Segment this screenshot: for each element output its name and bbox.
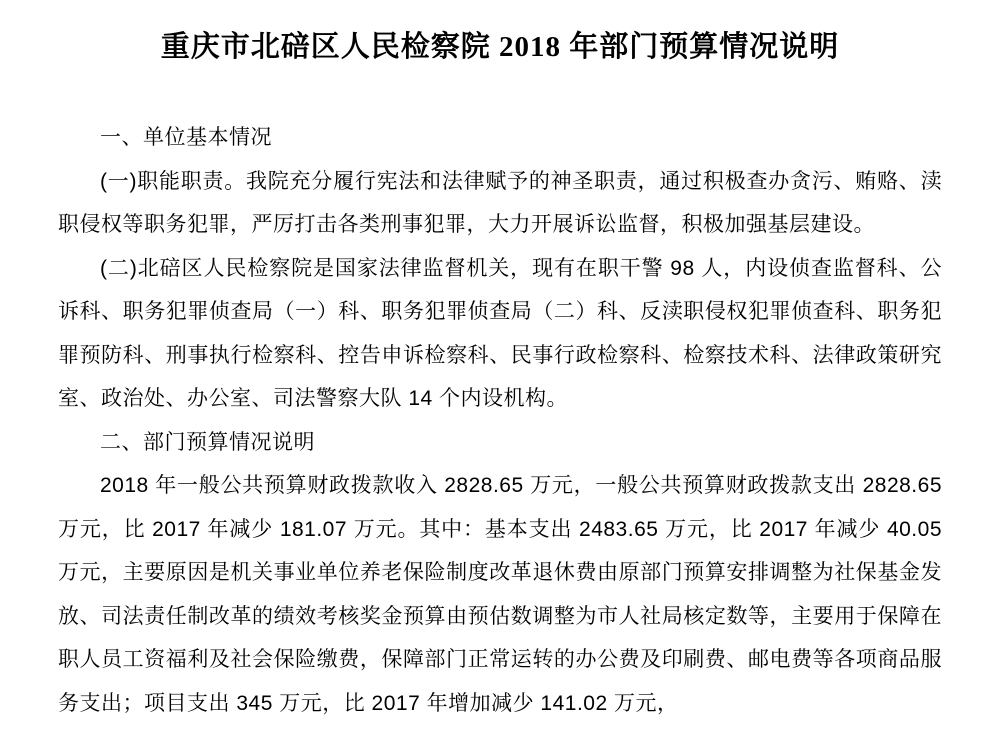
paragraph-budget-details: 2018 年一般公共预算财政拨款收入 2828.65 万元，一般公共预算财政拨款支出 2828.65 万元，比 2017 年减少 181.07 万元。其中：基本支出 2483.65 万元，比 2017 年减少 40.05 万元，主要原因是机关事业单位养老保险制度改革退休费由原部门预算安排调整为社保基金发放、司法责任制改革的绩效考核奖金预算由预估数调整为市人社局核定数等，主要用于保障在职人员工资福利及社会保险缴费，保障部门正常运转的办公费及印刷费、邮电费等各项商品服务支出；项目支出 345 万元，比 2017 年增加减少 141.02 万元， [58,474,942,715]
section-heading-unit-basic-info: 一、单位基本情况 [100,126,272,149]
section-heading-budget-explanation: 二、部门预算情况说明 [100,430,315,454]
document-body [58,116,942,725]
document-title: 重庆市北碚区人民检察院 2018 年部门预算情况说明 [160,31,840,63]
paragraph-organization: (二)北碚区人民检察院是国家法律监督机关，现有在职干警 98 人，内设侦查监督科、公诉科、职务犯罪侦查局（一）科、职务犯罪侦查局（二）科、反渎职侵权犯罪侦查科、职务犯罪预防科、刑事执行检察科、控告申诉检察科、民事行政检察科、检察技术科、法律政策研究室、政治处、办公室、司法警察大队 14 个内设机构。 [58,256,942,410]
paragraph-duties: (一)职能职责。我院充分履行宪法和法律赋予的神圣职责，通过积极查办贪污、贿赂、渎职侵权等职务犯罪，严厉打击各类刑事犯罪，大力开展诉讼监督，积极加强基层建设。 [58,169,942,236]
